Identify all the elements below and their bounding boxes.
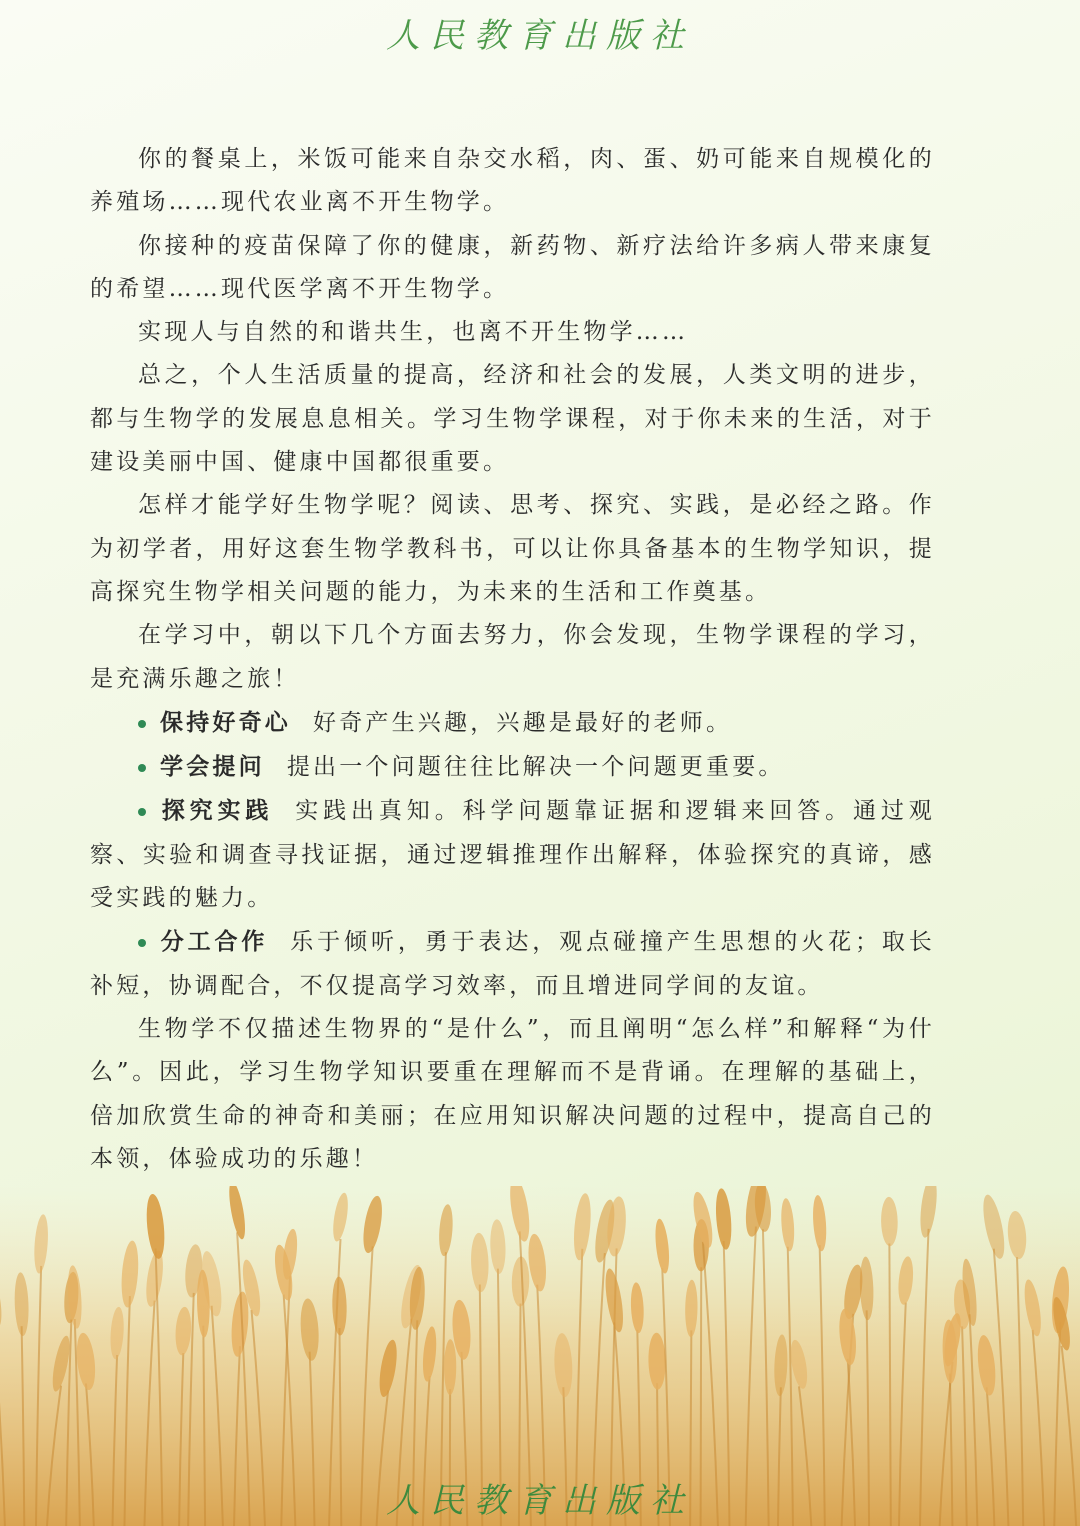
bullet-text: 好奇产生兴趣，兴趣是最好的老师。 bbox=[313, 709, 733, 736]
paragraph: 实现人与自然的和谐共生，也离不开生物学…… bbox=[138, 319, 689, 346]
bullet-keyword: 分工合作 bbox=[160, 928, 269, 956]
bullet-item bbox=[90, 701, 935, 745]
bullet-dot-icon bbox=[138, 720, 146, 728]
publisher-logo-footer: 人民教育出版社 bbox=[386, 1481, 694, 1521]
bullet-keyword: 学会提问 bbox=[160, 753, 265, 781]
bullet-text: 乐于倾听，勇于表达，观点碰撞产生思想的火花；取长补短，协调配合，不仅提高学习效率，而且增进同学间的友谊。 bbox=[90, 929, 935, 999]
bullet-text: 提出一个问题往往比解决一个问题更重要。 bbox=[286, 754, 785, 781]
paragraph: 你的餐桌上，米饭可能来自杂交水稻，肉、蛋、奶可能来自规模化的养殖场……现代农业离不开生物学。 bbox=[90, 146, 935, 216]
paragraph: 你接种的疫苗保障了你的健康，新药物、新疗法给许多病人带来康复的希望……现代医学离不开生物学。 bbox=[90, 232, 935, 302]
bullet-dot-icon bbox=[138, 808, 146, 816]
preface-body bbox=[90, 138, 935, 1181]
bullet-text: 实践出真知。科学问题靠证据和逻辑来回答。通过观察、实验和调查寻找证据，通过逻辑推理作出解释，体验探究的真谛，感受实践的魅力。 bbox=[90, 798, 935, 912]
bullet-item bbox=[90, 789, 935, 920]
paragraph: 在学习中，朝以下几个方面去努力，你会发现，生物学课程的学习，是充满乐趣之旅！ bbox=[90, 622, 935, 692]
bullet-keyword: 探究实践 bbox=[160, 797, 274, 825]
bullet-item bbox=[90, 920, 935, 1008]
bullet-item bbox=[90, 745, 935, 789]
paragraph: 怎样才能学好生物学呢？阅读、思考、探究、实践，是必经之路。作为初学者，用好这套生物学教科书，可以让你具备基本的生物学知识，提高探究生物学相关问题的能力，为未来的生活和工作奠基。 bbox=[90, 492, 935, 605]
bullet-dot-icon bbox=[138, 764, 146, 772]
closing-paragraph: 生物学不仅描述生物界的“是什么”，而且阐明“怎么样”和解释“为什么”。因此，学习生物学知识要重在理解而不是背诵。在理解的基础上，倍加欣赏生命的神奇和美丽；在应用知识解决问题的过程中，提高自己的本领，体验成功的乐趣！ bbox=[90, 1015, 935, 1172]
bullet-dot-icon bbox=[138, 939, 146, 947]
bullet-keyword: 保持好奇心 bbox=[160, 708, 291, 736]
paragraph: 总之，个人生活质量的提高，经济和社会的发展，人类文明的进步，都与生物学的发展息息相关。学习生物学课程，对于你未来的生活，对于建设美丽中国、健康中国都很重要。 bbox=[90, 362, 935, 476]
publisher-logo: 人民教育出版社 bbox=[386, 16, 694, 56]
